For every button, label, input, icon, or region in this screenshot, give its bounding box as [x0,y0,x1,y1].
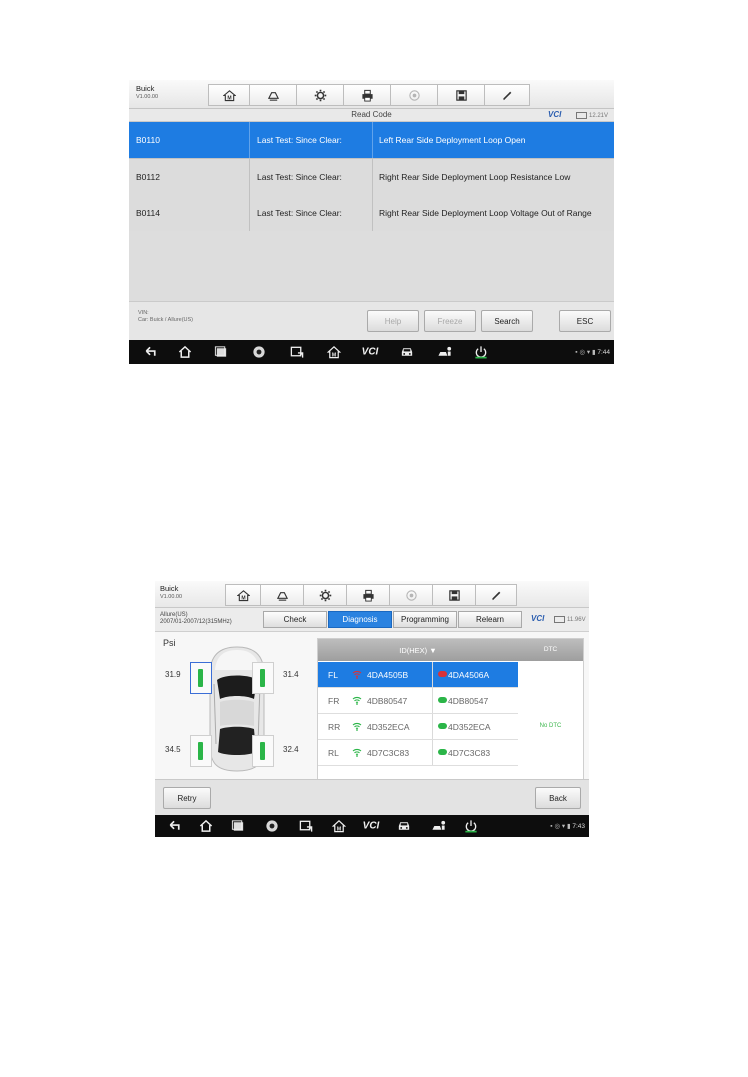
top-bar [129,80,614,109]
car-icon[interactable] [400,345,415,360]
chrome-icon[interactable] [252,345,267,360]
svg-text:M: M [336,826,342,833]
tab-diagnosis[interactable]: Diagnosis [328,611,392,628]
tire-status-bar [260,742,265,760]
signal-icon [352,695,362,705]
save-icon[interactable] [433,585,476,605]
tpms-diagnosis-screenshot [155,581,589,837]
dtc-row[interactable] [129,159,614,196]
dtc-description: Right Rear Side Deployment Loop Voltage Out of Range [372,195,614,231]
battery-voltage [554,616,586,623]
sensor-id-stored: 4D7C3C83 [448,748,491,758]
tire-sensor-rl[interactable] [190,735,212,767]
dtc-column-header: DTC [543,646,558,653]
dtc-status: No DTC [539,723,562,729]
vci-status: VCI [531,614,545,623]
software-version: V1.00.00 [160,594,183,600]
settings-icon[interactable] [304,585,347,605]
tab-programming[interactable]: Programming [393,611,457,628]
battery-value: 12.21V [589,113,609,120]
tire-status-bar [198,669,203,687]
edit-icon[interactable] [476,585,516,605]
help-icon [391,85,438,105]
vin-label: VIN: [138,310,149,316]
dtc-code: B0110 [136,135,160,145]
android-nav-bar [155,815,589,837]
column-divider [432,662,433,687]
pressure-fr: 31.4 [283,670,299,679]
sort-down-icon: ▼ [429,646,437,655]
signal-icon [352,747,362,757]
sensor-id-stored: 4DB80547 [448,696,489,706]
car-label: Car: Buick / Allure(US) [138,317,194,323]
tire-position: RR [328,722,341,732]
print-icon[interactable] [347,585,390,605]
table-row[interactable] [318,662,518,688]
status-area [550,822,585,830]
sensor-id-read: 4D352ECA [367,722,410,732]
svg-text:M: M [240,595,246,602]
pressure-unit: Psi [163,638,176,648]
back-button[interactable]: Back [535,787,581,809]
car-info [160,612,232,626]
vehicle-brand [136,85,158,101]
vci-text: VCI [362,820,380,832]
id-mismatch-icon [438,671,447,677]
car-icon[interactable] [397,819,412,834]
software-version: V1.00.00 [136,94,159,100]
retry-button[interactable]: Retry [163,787,211,809]
sensor-id-read: 4DA4505B [367,670,409,680]
empty-list-area [129,231,614,301]
tire-position: FL [328,670,338,680]
dtc-code: B0112 [136,172,160,182]
battery-icon [554,616,565,623]
read-code-screenshot [129,80,614,364]
dtc-description: Right Rear Side Deployment Loop Resistance Low [372,159,614,195]
id-match-icon [438,697,447,703]
table-header [318,639,583,661]
table-row[interactable] [318,740,518,766]
table-row[interactable] [318,714,518,740]
tire-sensor-rr[interactable] [252,735,274,767]
tire-position: RL [328,748,339,758]
home-icon[interactable] [209,85,250,105]
id-match-icon [438,723,447,729]
maxisys-home-icon[interactable] [332,819,347,834]
vci-icon[interactable] [362,347,379,358]
help-icon [390,585,433,605]
vehicle-info [138,310,193,324]
bottom-bar [129,301,614,340]
column-divider [432,740,433,765]
sensor-id-stored: 4DA4506A [448,670,490,680]
settings-icon[interactable] [297,85,344,105]
clock: 7:44 [597,349,610,356]
home-icon[interactable] [226,585,261,605]
status-area [575,348,610,356]
tab-check[interactable]: Check [263,611,327,628]
page-title: Read Code [351,110,392,119]
top-bar [155,581,589,608]
search-button[interactable]: Search [481,310,533,332]
edit-icon[interactable] [485,85,529,105]
recents-icon[interactable] [214,345,229,360]
sensor-id-table [317,638,584,781]
column-divider [432,714,433,739]
tire-position: FR [328,696,340,706]
vehicle-menu-icon[interactable] [261,585,304,605]
id-header-label: ID(HEX) [399,646,428,655]
car-year-range: 2007/01-2007/12(315MHz) [160,619,232,625]
battery-voltage [576,112,608,119]
wifi-icon: ▪ ◎ ▾ ▮ [550,823,573,830]
dtc-status: Last Test: Since Clear: [249,195,372,231]
pressure-rr: 32.4 [283,745,299,754]
service-icon[interactable] [432,819,447,834]
bottom-bar [155,779,589,815]
dtc-status: Last Test: Since Clear: [249,122,372,158]
id-match-icon [438,749,447,755]
car-model: Allure(US) [160,612,188,618]
esc-button[interactable]: ESC [559,310,611,332]
brand-name: Buick [160,584,179,593]
sensor-id-stored: 4D352ECA [448,722,491,732]
tpms-main-panel [155,632,589,779]
table-row[interactable] [318,688,518,714]
clock: 7:43 [572,823,585,830]
battery-icon [576,112,587,119]
tire-sensor-fr[interactable] [252,662,274,694]
id-column-header[interactable] [318,646,518,655]
home-icon[interactable] [199,819,214,834]
battery-test-icon[interactable] [474,345,489,360]
vci-text: VCI [361,346,379,358]
function-tabs [263,611,523,628]
chrome-icon[interactable] [265,819,280,834]
dtc-description: Left Rear Side Deployment Loop Open [372,122,614,158]
screenshot-icon[interactable] [299,819,314,834]
screenshot-icon[interactable] [290,345,305,360]
svg-text:M: M [226,95,232,102]
dtc-status: Last Test: Since Clear: [249,159,372,195]
wifi-icon: ▪ ◎ ▾ ▮ [575,349,598,356]
column-divider [432,688,433,713]
print-icon[interactable] [344,85,391,105]
service-icon[interactable] [438,345,453,360]
title-bar [129,109,614,122]
recents-icon[interactable] [231,819,246,834]
vehicle-brand [160,585,182,601]
back-icon[interactable] [144,345,159,360]
home-icon[interactable] [178,345,193,360]
vci-icon[interactable] [363,821,380,832]
dtc-code: B0114 [136,208,160,218]
save-icon[interactable] [438,85,485,105]
maxisys-home-icon[interactable] [327,345,342,360]
dtc-row[interactable] [129,195,614,232]
signal-icon [352,669,362,679]
tab-relearn[interactable]: Relearn [458,611,522,628]
sensor-id-read: 4D7C3C83 [367,748,410,758]
tire-sensor-fl[interactable] [190,662,212,694]
brand-name: Buick [136,84,155,93]
pressure-fl: 31.9 [165,670,181,679]
svg-text:M: M [331,352,337,359]
tpms-tab-bar [155,608,589,632]
tire-status-bar [260,669,265,687]
battery-test-icon[interactable] [464,819,479,834]
function-toolbar [208,84,530,106]
android-nav-bar [129,340,614,364]
signal-icon [352,721,362,731]
back-icon[interactable] [168,819,183,834]
freeze-button[interactable]: Freeze [424,310,476,332]
sensor-id-read: 4DB80547 [367,696,408,706]
dtc-row[interactable] [129,122,614,159]
tire-status-bar [198,742,203,760]
vehicle-menu-icon[interactable] [250,85,297,105]
help-button[interactable]: Help [367,310,419,332]
pressure-rl: 34.5 [165,745,181,754]
function-toolbar [225,584,517,606]
vci-status: VCI [548,110,562,119]
battery-value: 11.96V [567,617,586,624]
